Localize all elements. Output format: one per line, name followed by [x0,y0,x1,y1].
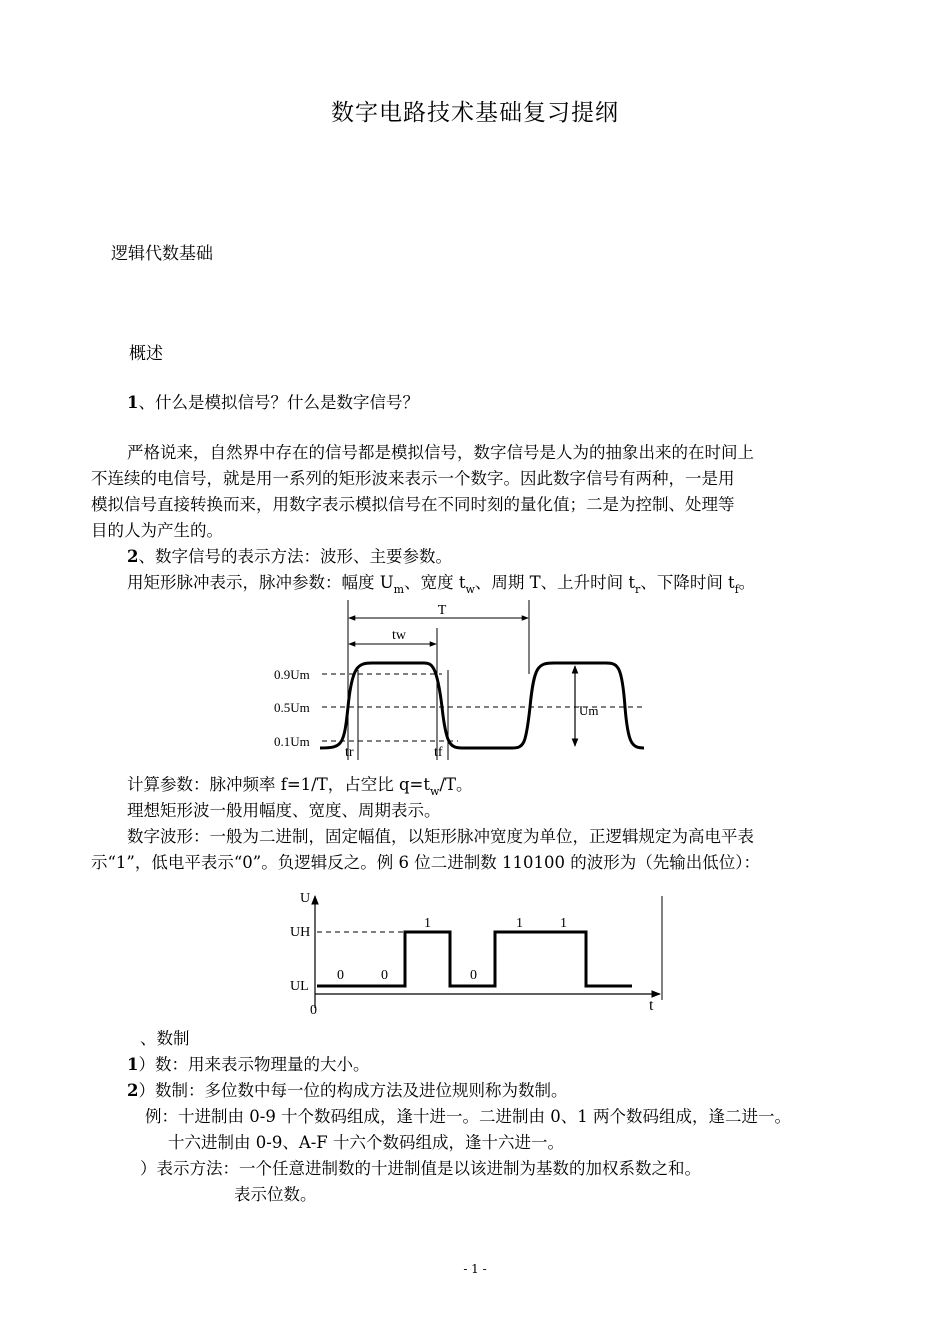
numsys-heading: 、数制 [140,1029,190,1048]
numsys-item-1: 1）数：用来表示物理量的大小。 [127,1055,370,1074]
u-axis-label: U [300,891,311,906]
page-title: 数字电路技术基础复习提纲 [331,100,619,126]
para1-line-4: 目的人为产生的。 [91,521,223,540]
uh-label: UH [290,925,311,940]
numsys-example-2: 十六进制由 0-9、A-F 十六个数码组成，逢十六进一。 [168,1133,564,1152]
binary-waveform-figure [282,884,672,1020]
question-1: 1、什么是模拟信号？什么是数字信号？ [127,393,419,412]
level-01-label: 0.1Um [274,734,310,749]
level-09-label: 0.9Um [274,667,310,682]
pulse-waveform-figure [262,594,662,770]
para1-line-3: 模拟信号直接转换而来，用数字表示模拟信号在不同时刻的量化值；二是为控制、处理等 [91,495,735,514]
chapter-heading: 逻辑代数基础 [111,244,213,264]
para1-line-1: 严格说来，自然界中存在的信号都是模拟信号，数字信号是人为的抽象出来的在时间上 [127,443,754,462]
bit-label: 0 [470,968,477,983]
bit-label: 0 [337,968,344,983]
amplitude-label: Um [579,703,599,718]
para1-line-2: 不连续的电信号，就是用一系列的矩形波来表示一个数字。因此数字信号有两种，一是用 [91,469,735,488]
bit-label: 1 [424,916,431,931]
digital-wave-line-1: 数字波形：一般为二进制，固定幅值，以矩形脉冲宽度为单位，正逻辑规定为高电平表 [127,827,754,846]
digital-wave-line-2: 示“1”，低电平表示“0”。负逻辑反之。例 6 位二进制数 110100 的波形为（先输出低位）： [91,853,760,872]
bit-label: 1 [560,916,567,931]
numsys-example-1: 例：十进制由 0-9 十个数码组成，逢十进一。二进制由 0、1 两个数码组成，逢二进一。 [145,1107,792,1126]
rise-time-label: tr [345,745,354,760]
width-label: tw [392,628,406,643]
section-heading: 概述 [129,344,163,364]
pulse-parameters: 用矩形脉冲表示，脉冲参数：幅度 $U_m$、宽度 $t_w$、周期 T、上升时间 $t_r$、下降时间 $t_f$。 [127,573,756,596]
page-number: - 1 - [463,1262,487,1276]
numsys-item-3b: 表示位数。 [234,1185,317,1204]
level-05-label: 0.5Um [274,700,310,715]
question-2: 2、数字信号的表示方法：波形、主要参数。 [127,547,452,566]
numsys-item-2: 2）数制：多位数中每一位的构成方法及进位规则称为数制。 [127,1081,568,1100]
period-label: T [437,603,447,618]
t-axis-label: t [649,997,654,1014]
fall-time-label: tf [434,745,443,760]
bit-label: 0 [381,968,388,983]
bit-label: 1 [516,916,523,931]
ul-label: UL [290,979,309,994]
ideal-rect-wave: 理想矩形波一般用幅度、宽度、周期表示。 [127,801,441,820]
numsys-item-3: ）表示方法：一个任意进制数的十进制值是以该进制为基数的加权系数之和。 [140,1159,701,1178]
calc-parameters: 计算参数：脉冲频率 f=1/T，占空比 $q=t_w/T$。 [127,775,473,798]
origin-label: 0 [310,1003,317,1018]
